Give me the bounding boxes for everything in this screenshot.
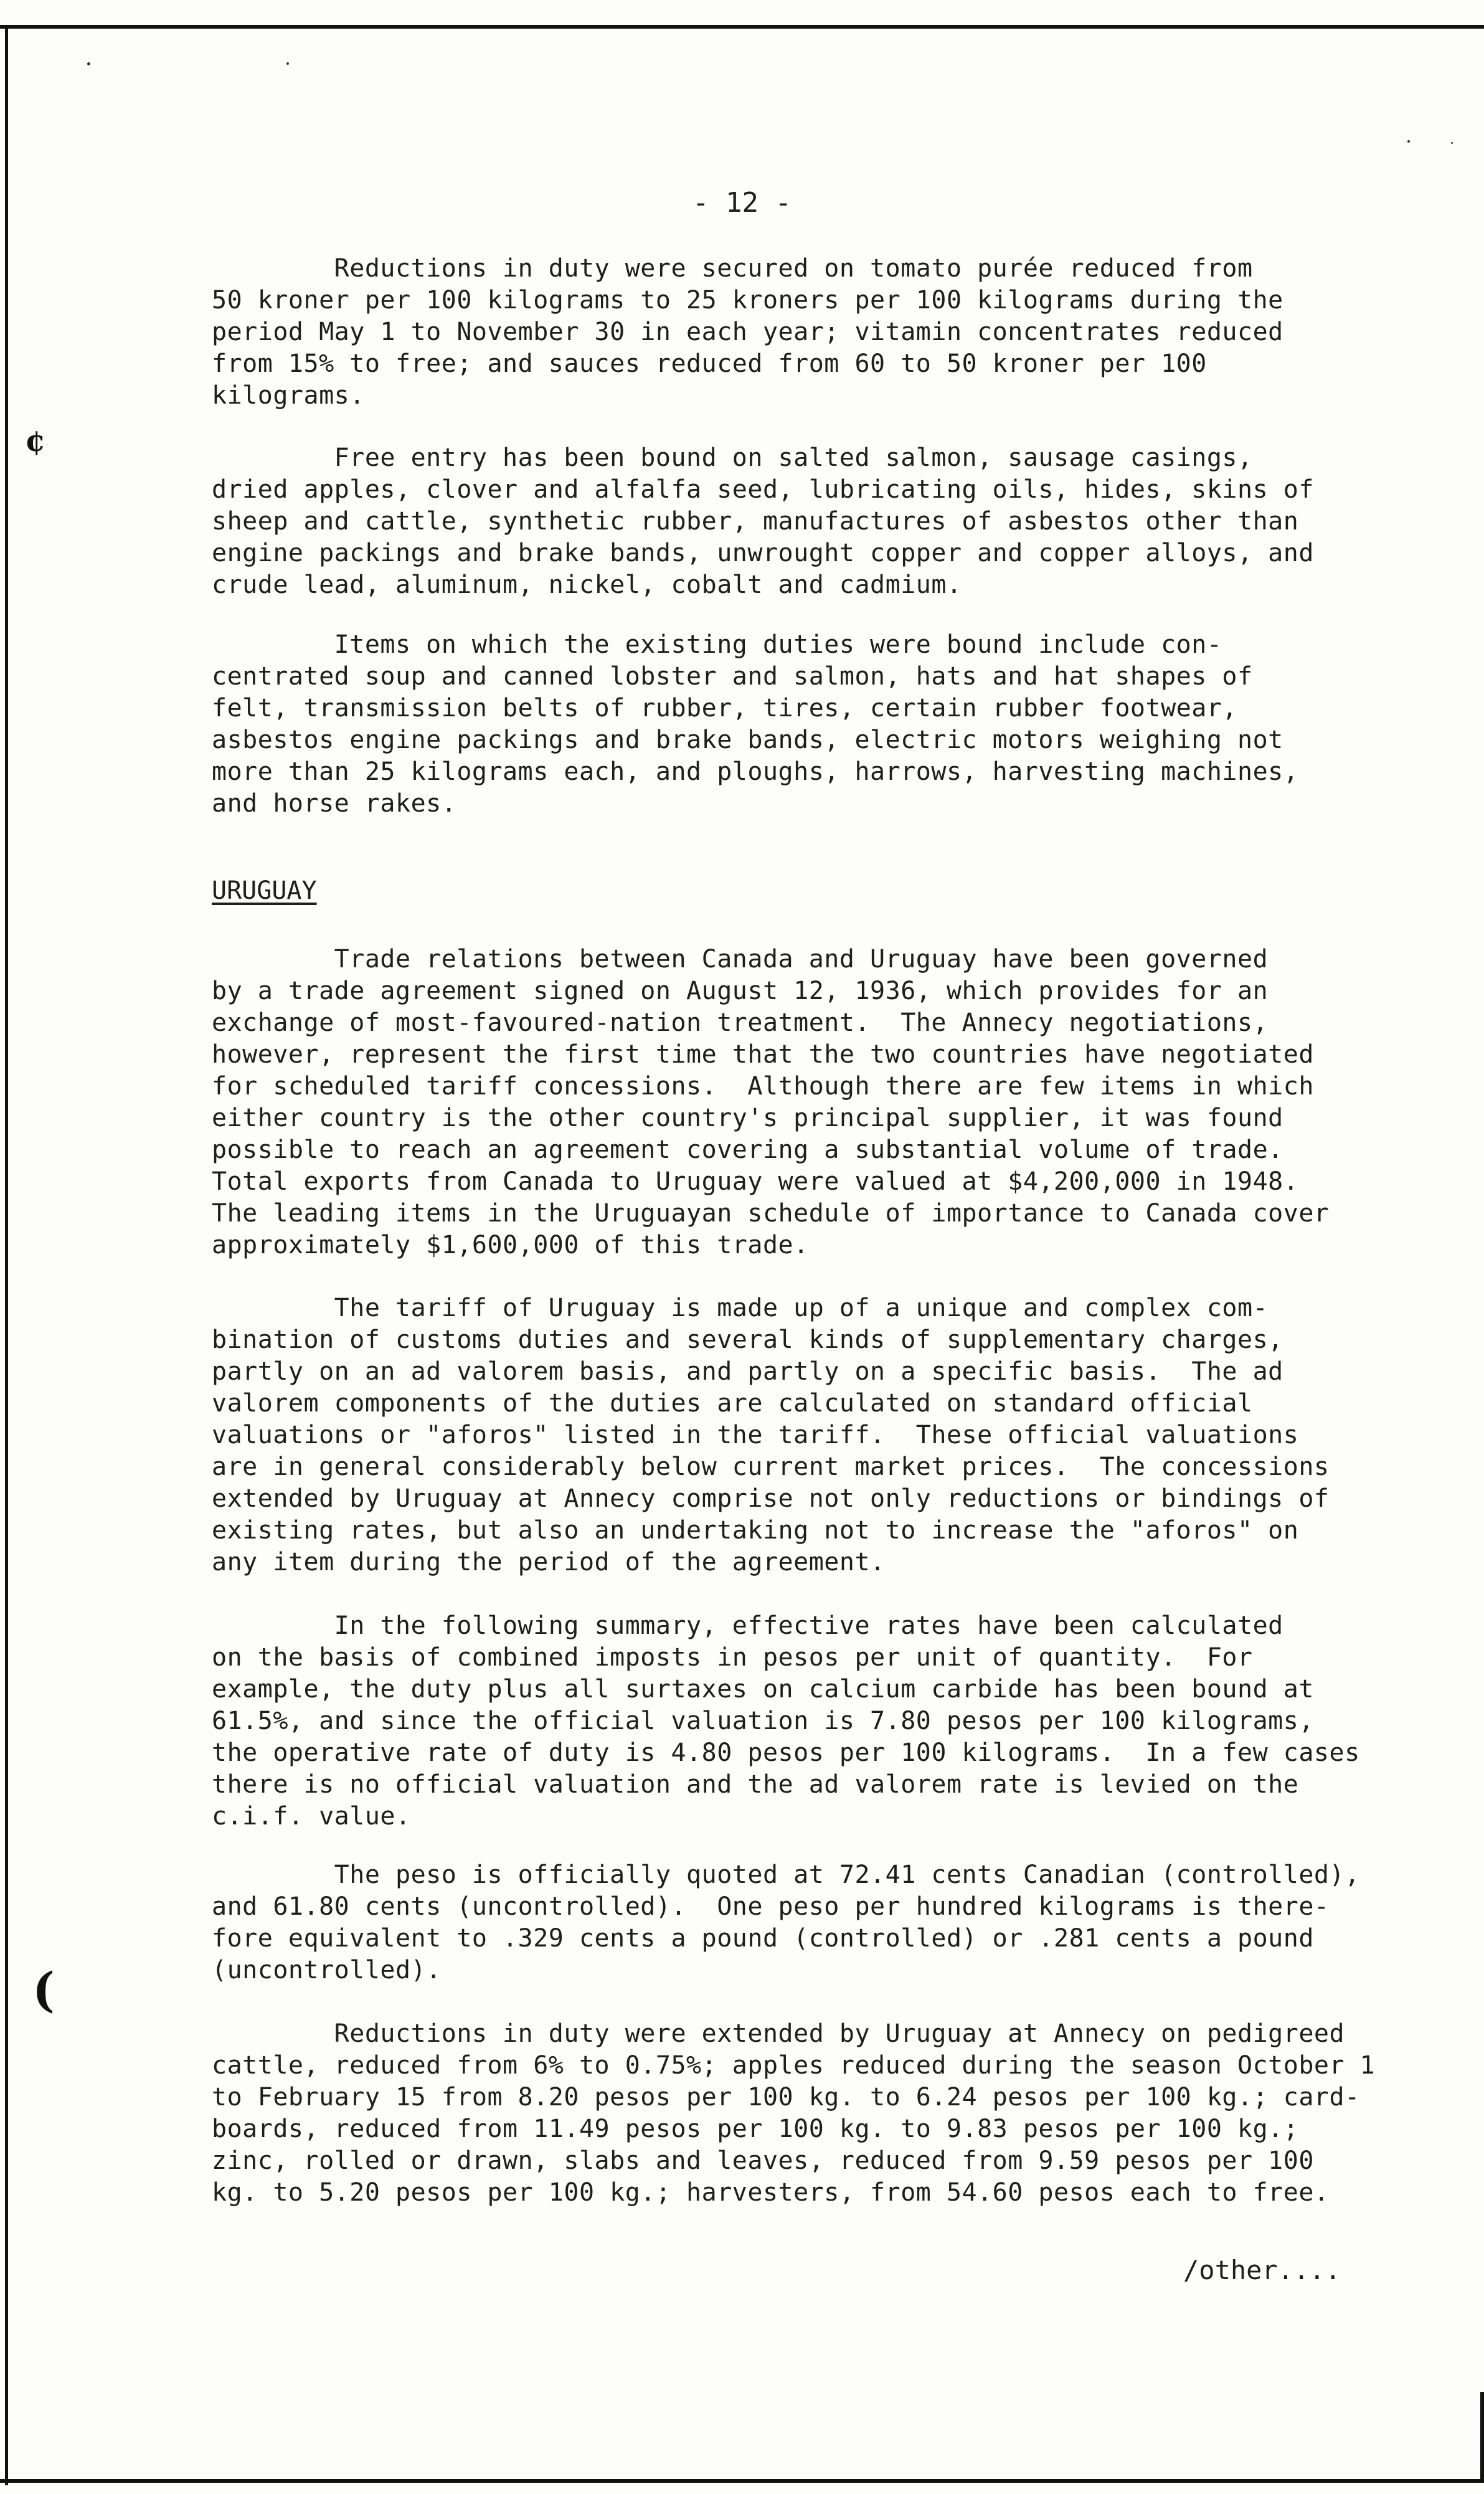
left-border-line <box>5 25 8 2485</box>
text-line: boards, reduced from 11.49 pesos per 100 kg. to 9.83 pesos per 100 kg.; <box>212 2115 1299 2143</box>
paragraph <box>212 1859 1358 1986</box>
text-line: by a trade agreement signed on August 12, 1936, which provides for an <box>212 977 1269 1005</box>
text-line: from 15% to free; and sauces reduced from 60 to 50 kroner per 100 <box>212 349 1207 378</box>
text-line: however, represent the first time that the two countries have negotiated <box>212 1040 1314 1069</box>
text-line: zinc, rolled or drawn, slabs and leaves, reduced from 9.59 pesos per 100 <box>212 2146 1314 2175</box>
text-line: either country is the other country's principal supplier, it was found <box>212 1104 1283 1132</box>
text-line: period May 1 to November 30 in each year; vitamin concentrates reduced <box>212 318 1283 346</box>
margin-punch-mark: ( <box>32 1962 55 2017</box>
text-line: Reductions in duty were extended by Uruguay at Annecy on pedigreed <box>212 2019 1345 2048</box>
text-line: (uncontrolled). <box>212 1956 442 1984</box>
text-line: crude lead, aluminum, nickel, cobalt and cadmium. <box>212 571 962 599</box>
text-line: Reductions in duty were secured on tomato purée reduced from <box>212 254 1253 283</box>
text-line: exchange of most-favoured-nation treatment. The Annecy negotiations, <box>212 1008 1269 1037</box>
page-number: - 12 - <box>692 187 792 219</box>
text-line: valuations or "aforos" listed in the tariff. These official valuations <box>212 1421 1299 1449</box>
paragraph <box>212 2018 1376 2209</box>
text-line: The leading items in the Uruguayan schedule of importance to Canada cover <box>212 1199 1330 1228</box>
text-line: 50 kroner per 100 kilograms to 25 kroners per 100 kilograms during the <box>212 286 1283 315</box>
text-line: cattle, reduced from 6% to 0.75%; apples reduced during the season October 1 <box>212 2051 1376 2080</box>
text-line: engine packings and brake bands, unwrought copper and copper alloys, and <box>212 539 1314 567</box>
text-line: kg. to 5.20 pesos per 100 kg.; harvesters, from 54.60 pesos each to free. <box>212 2178 1330 2207</box>
top-border-line <box>0 25 1484 29</box>
continuation-marker: /other.... <box>1183 2255 1341 2285</box>
text-line: kilograms. <box>212 381 365 410</box>
text-line: existing rates, but also an undertaking not to increase the "aforos" on <box>212 1516 1299 1545</box>
text-line: The peso is officially quoted at 72.41 cents Canadian (controlled), <box>212 1861 1360 1889</box>
text-line: the operative rate of duty is 4.80 pesos per 100 kilograms. In a few cases <box>212 1738 1360 1767</box>
text-line: are in general considerably below current market prices. The concessions <box>212 1453 1330 1481</box>
text-line: and 61.80 cents (uncontrolled). One peso per hundred kilograms is there- <box>212 1892 1330 1921</box>
scan-speck <box>1451 142 1453 144</box>
text-line: Trade relations between Canada and Uruguay have been governed <box>212 945 1269 974</box>
paragraph <box>212 1610 1358 1833</box>
text-line: sheep and cattle, synthetic rubber, manufactures of asbestos other than <box>212 507 1299 536</box>
paragraph <box>212 944 1358 1261</box>
text-line: extended by Uruguay at Annecy comprise not only reductions or bindings of <box>212 1484 1330 1513</box>
text-line: on the basis of combined imposts in pesos per unit of quantity. For <box>212 1643 1253 1672</box>
text-line: partly on an ad valorem basis, and partly on a specific basis. The ad <box>212 1357 1283 1386</box>
text-line: possible to reach an agreement covering a substantial volume of trade. <box>212 1136 1283 1164</box>
section-heading: URUGUAY <box>212 876 317 905</box>
text-line: felt, transmission belts of rubber, tires, certain rubber footwear, <box>212 694 1237 723</box>
text-line: Free entry has been bound on salted salmon, sausage casings, <box>212 443 1253 472</box>
bottom-border-line <box>0 2479 1484 2483</box>
text-line: to February 15 from 8.20 pesos per 100 kg. to 6.24 pesos per 100 kg.; card- <box>212 2083 1360 2112</box>
paragraph <box>212 1292 1358 1578</box>
text-line: fore equivalent to .329 cents a pound (controlled) or .281 cents a pound <box>212 1924 1314 1953</box>
right-border-line <box>1480 2392 1484 2483</box>
text-line: Items on which the existing duties were bound include con- <box>212 630 1222 659</box>
margin-punch-mark: ¢ <box>25 424 46 458</box>
paragraph <box>212 253 1358 412</box>
text-line: any item during the period of the agreement. <box>212 1548 886 1577</box>
text-line: In the following summary, effective rates have been calculated <box>212 1611 1283 1640</box>
text-line: more than 25 kilograms each, and ploughs, harrows, harvesting machines, <box>212 757 1299 786</box>
text-line: Total exports from Canada to Uruguay were valued at $4,200,000 in 1948. <box>212 1167 1299 1196</box>
text-line: 61.5%, and since the official valuation is 7.80 pesos per 100 kilograms, <box>212 1707 1314 1735</box>
scan-speck <box>286 62 289 65</box>
text-line: c.i.f. value. <box>212 1802 411 1831</box>
scan-speck <box>87 62 90 65</box>
text-line: dried apples, clover and alfalfa seed, lubricating oils, hides, skins of <box>212 475 1314 504</box>
text-line: valorem components of the duties are calculated on standard official <box>212 1389 1253 1418</box>
scan-speck <box>1407 140 1410 143</box>
text-line: there is no official valuation and the ad valorem rate is levied on the <box>212 1770 1299 1799</box>
paragraph <box>212 442 1358 601</box>
paragraph <box>212 629 1358 820</box>
text-line: approximately $1,600,000 of this trade. <box>212 1231 809 1259</box>
text-line: bination of customs duties and several kinds of supplementary charges, <box>212 1325 1283 1354</box>
text-line: and horse rakes. <box>212 789 457 818</box>
text-line: example, the duty plus all surtaxes on calcium carbide has been bound at <box>212 1675 1314 1704</box>
text-line: The tariff of Uruguay is made up of a unique and complex com- <box>212 1294 1269 1322</box>
text-line: centrated soup and canned lobster and salmon, hats and hat shapes of <box>212 662 1253 691</box>
text-line: asbestos engine packings and brake bands, electric motors weighing not <box>212 726 1283 754</box>
text-line: for scheduled tariff concessions. Although there are few items in which <box>212 1072 1314 1101</box>
